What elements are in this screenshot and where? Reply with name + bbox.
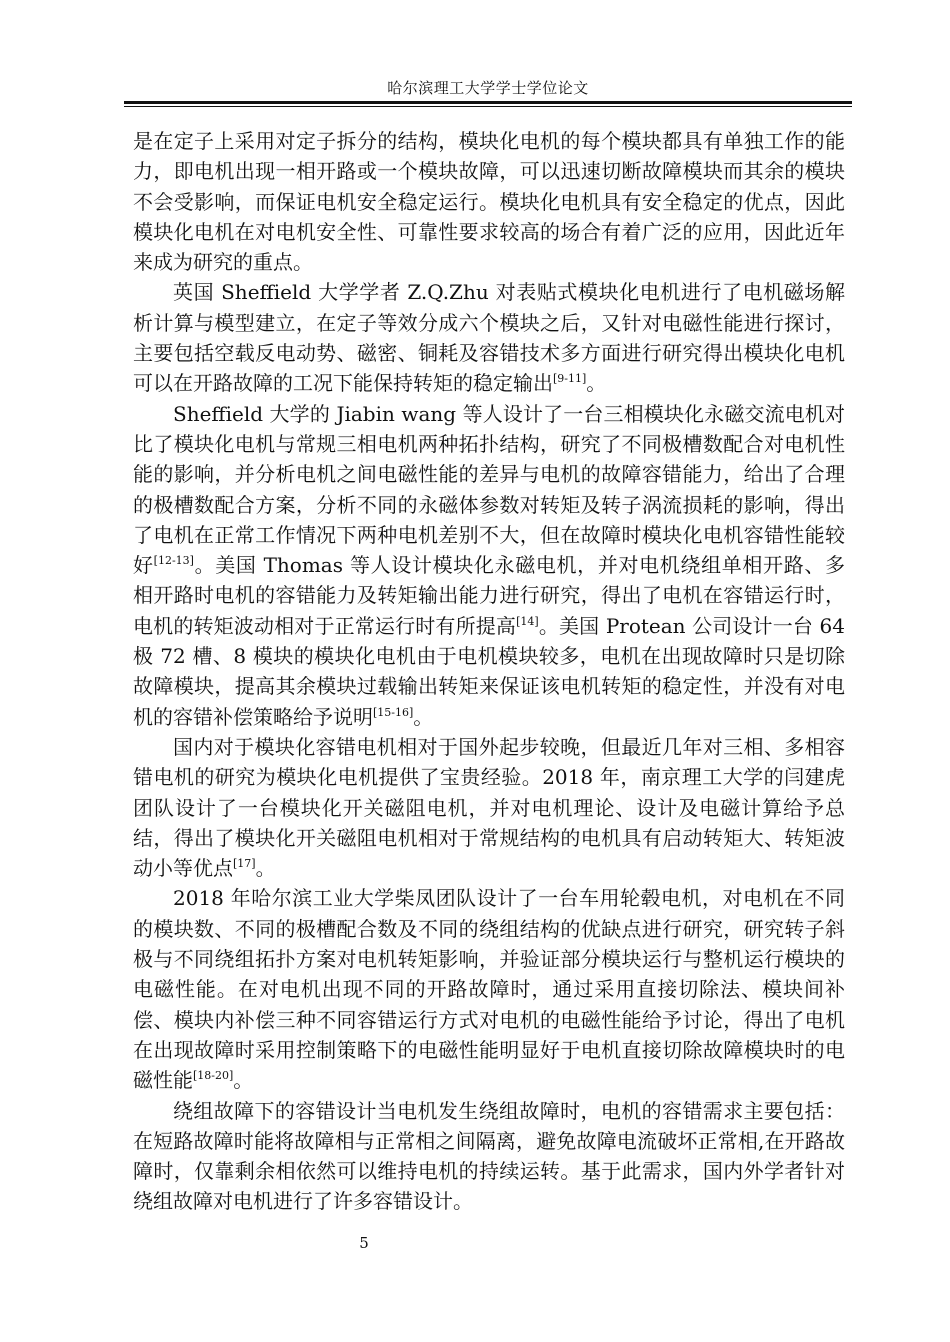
running-header: 哈尔滨理工大学学士学位论文 <box>387 79 589 97</box>
paragraph-text: 国内对于模块化容错电机相对于国外起步较晚，但最近几年对三相、多相容错电机的研究为模块化电机提供了宝贵经验。2018 年，南京理工大学的闫建虎团队设计了一台模块化开关磁阻电机，并对电机理论、设计及电磁计算给予总结，得出了模块化开关磁阻电机相对于常规结构的电机具有启动转矩大、转矩波动小等优点 <box>133 734 845 881</box>
citation: [15-16] <box>373 705 414 719</box>
paragraph-text: 是在定子上采用对定子拆分的结构，模块化电机的每个模块都具有单独工作的能力，即电机出现一相开路或一个模块故障，可以迅速切断故障模块而其余的模块不会受影响，而保证电机安全稳定运行。模块化电机具有安全稳定的优点，因此模块化电机在对电机安全性、可靠性要求较高的场合有着广泛的应用，因此近年来成为研究的重点。 <box>133 129 845 275</box>
paragraph-text: 2018 年哈尔滨工业大学柴凤团队设计了一台车用轮毂电机，对电机在不同的模块数、不同的极槽配合数及不同的绕组结构的优缺点进行研究，研究转子斜极与不同绕组拓扑方案对电机转矩影响，并验证部分模块运行与整机运行模块的电磁性能。在对电机出现不同的开路故障时，通过采用直接切除法、模块间补偿、模块内补偿三种不同容错运行方式对电机的电磁性能给予讨论，得出了电机在出现故障时采用控制策略下的电磁性能明显好于电机直接切除故障模块时的电磁性能 <box>133 886 845 1093</box>
citation: [12-13] <box>153 554 194 568</box>
page-number: 5 <box>359 1234 369 1252</box>
paragraph-3 <box>133 399 845 732</box>
paragraph-5 <box>133 883 845 1095</box>
paragraph-4 <box>133 732 845 883</box>
citation: [17] <box>233 857 256 871</box>
header-rule-thick <box>124 101 852 104</box>
paragraph-tail: 。 <box>233 1068 254 1093</box>
paragraph-tail: 。 <box>586 371 607 396</box>
paragraph-6 <box>133 1096 845 1217</box>
paragraph-1 <box>133 126 845 277</box>
citation: [14] <box>516 614 539 628</box>
paragraph-segment: 。美国 Thomas 等人设计模块化永磁电机，并对电机绕组单相开路、多相开路时电机的容错能力及转矩输出能力进行研究，得出了电机在容错运行时，电机的转矩波动相对于正常运行时有所提高 <box>133 553 845 638</box>
paragraph-text: 绕组故障下的容错设计当电机发生绕组故障时，电机的容错需求主要包括：在短路故障时能将故障相与正常相之间隔离，避免故障电流破坏正常相,在开路故障时，仅靠剩余相依然可以维持电机的持续运转。基于此需求，国内外学者针对绕组故障对电机进行了许多容错设计。 <box>133 1098 845 1214</box>
paragraph-segment: 。 <box>413 704 434 729</box>
paragraph-text: 英国 Sheffield 大学学者 Z.Q.Zhu 对表贴式模块化电机进行了电机磁场解析计算与模型建立，在定子等效分成六个模块之后，又针对电磁性能进行探讨，主要包括空载反电动势、磁密、铜耗及容错技术多方面进行研究得出模块化电机可以在开路故障的工况下能保持转矩的稳定输出 <box>133 280 845 396</box>
paragraph-tail: 。 <box>255 856 276 881</box>
paragraph-segment: Sheffield 大学的 Jiabin wang 等人设计了一台三相模块化永磁交流电机对比了模块化电机与常规三相电机两种拓扑结构，研究了不同极槽数配合对电机性能的影响，并分析电机之间电磁性能的差异与电机的故障容错能力，给出了合理的极槽数配合方案，分析不同的永磁体参数对转矩及转子涡流损耗的影响，得出了电机在正常工作情况下两种电机差别不大，但在故障时模块化电机容错性能较好 <box>133 401 845 578</box>
paragraph-segment: 。美国 Protean 公司设计一台 64 极 72 槽、8 模块的模块化电机由于电机模块较多，电机在出现故障时只是切除故障模块，提高其余模块过载输出转矩来保证该电机转矩的稳定性，并没有对电机的容错补偿策略给予说明 <box>133 613 846 729</box>
paragraph-2 <box>133 277 845 398</box>
citation: [9-11] <box>553 372 587 386</box>
citation: [18-20] <box>193 1069 234 1083</box>
body-text <box>133 126 845 1217</box>
header-rule-thin <box>124 106 852 107</box>
